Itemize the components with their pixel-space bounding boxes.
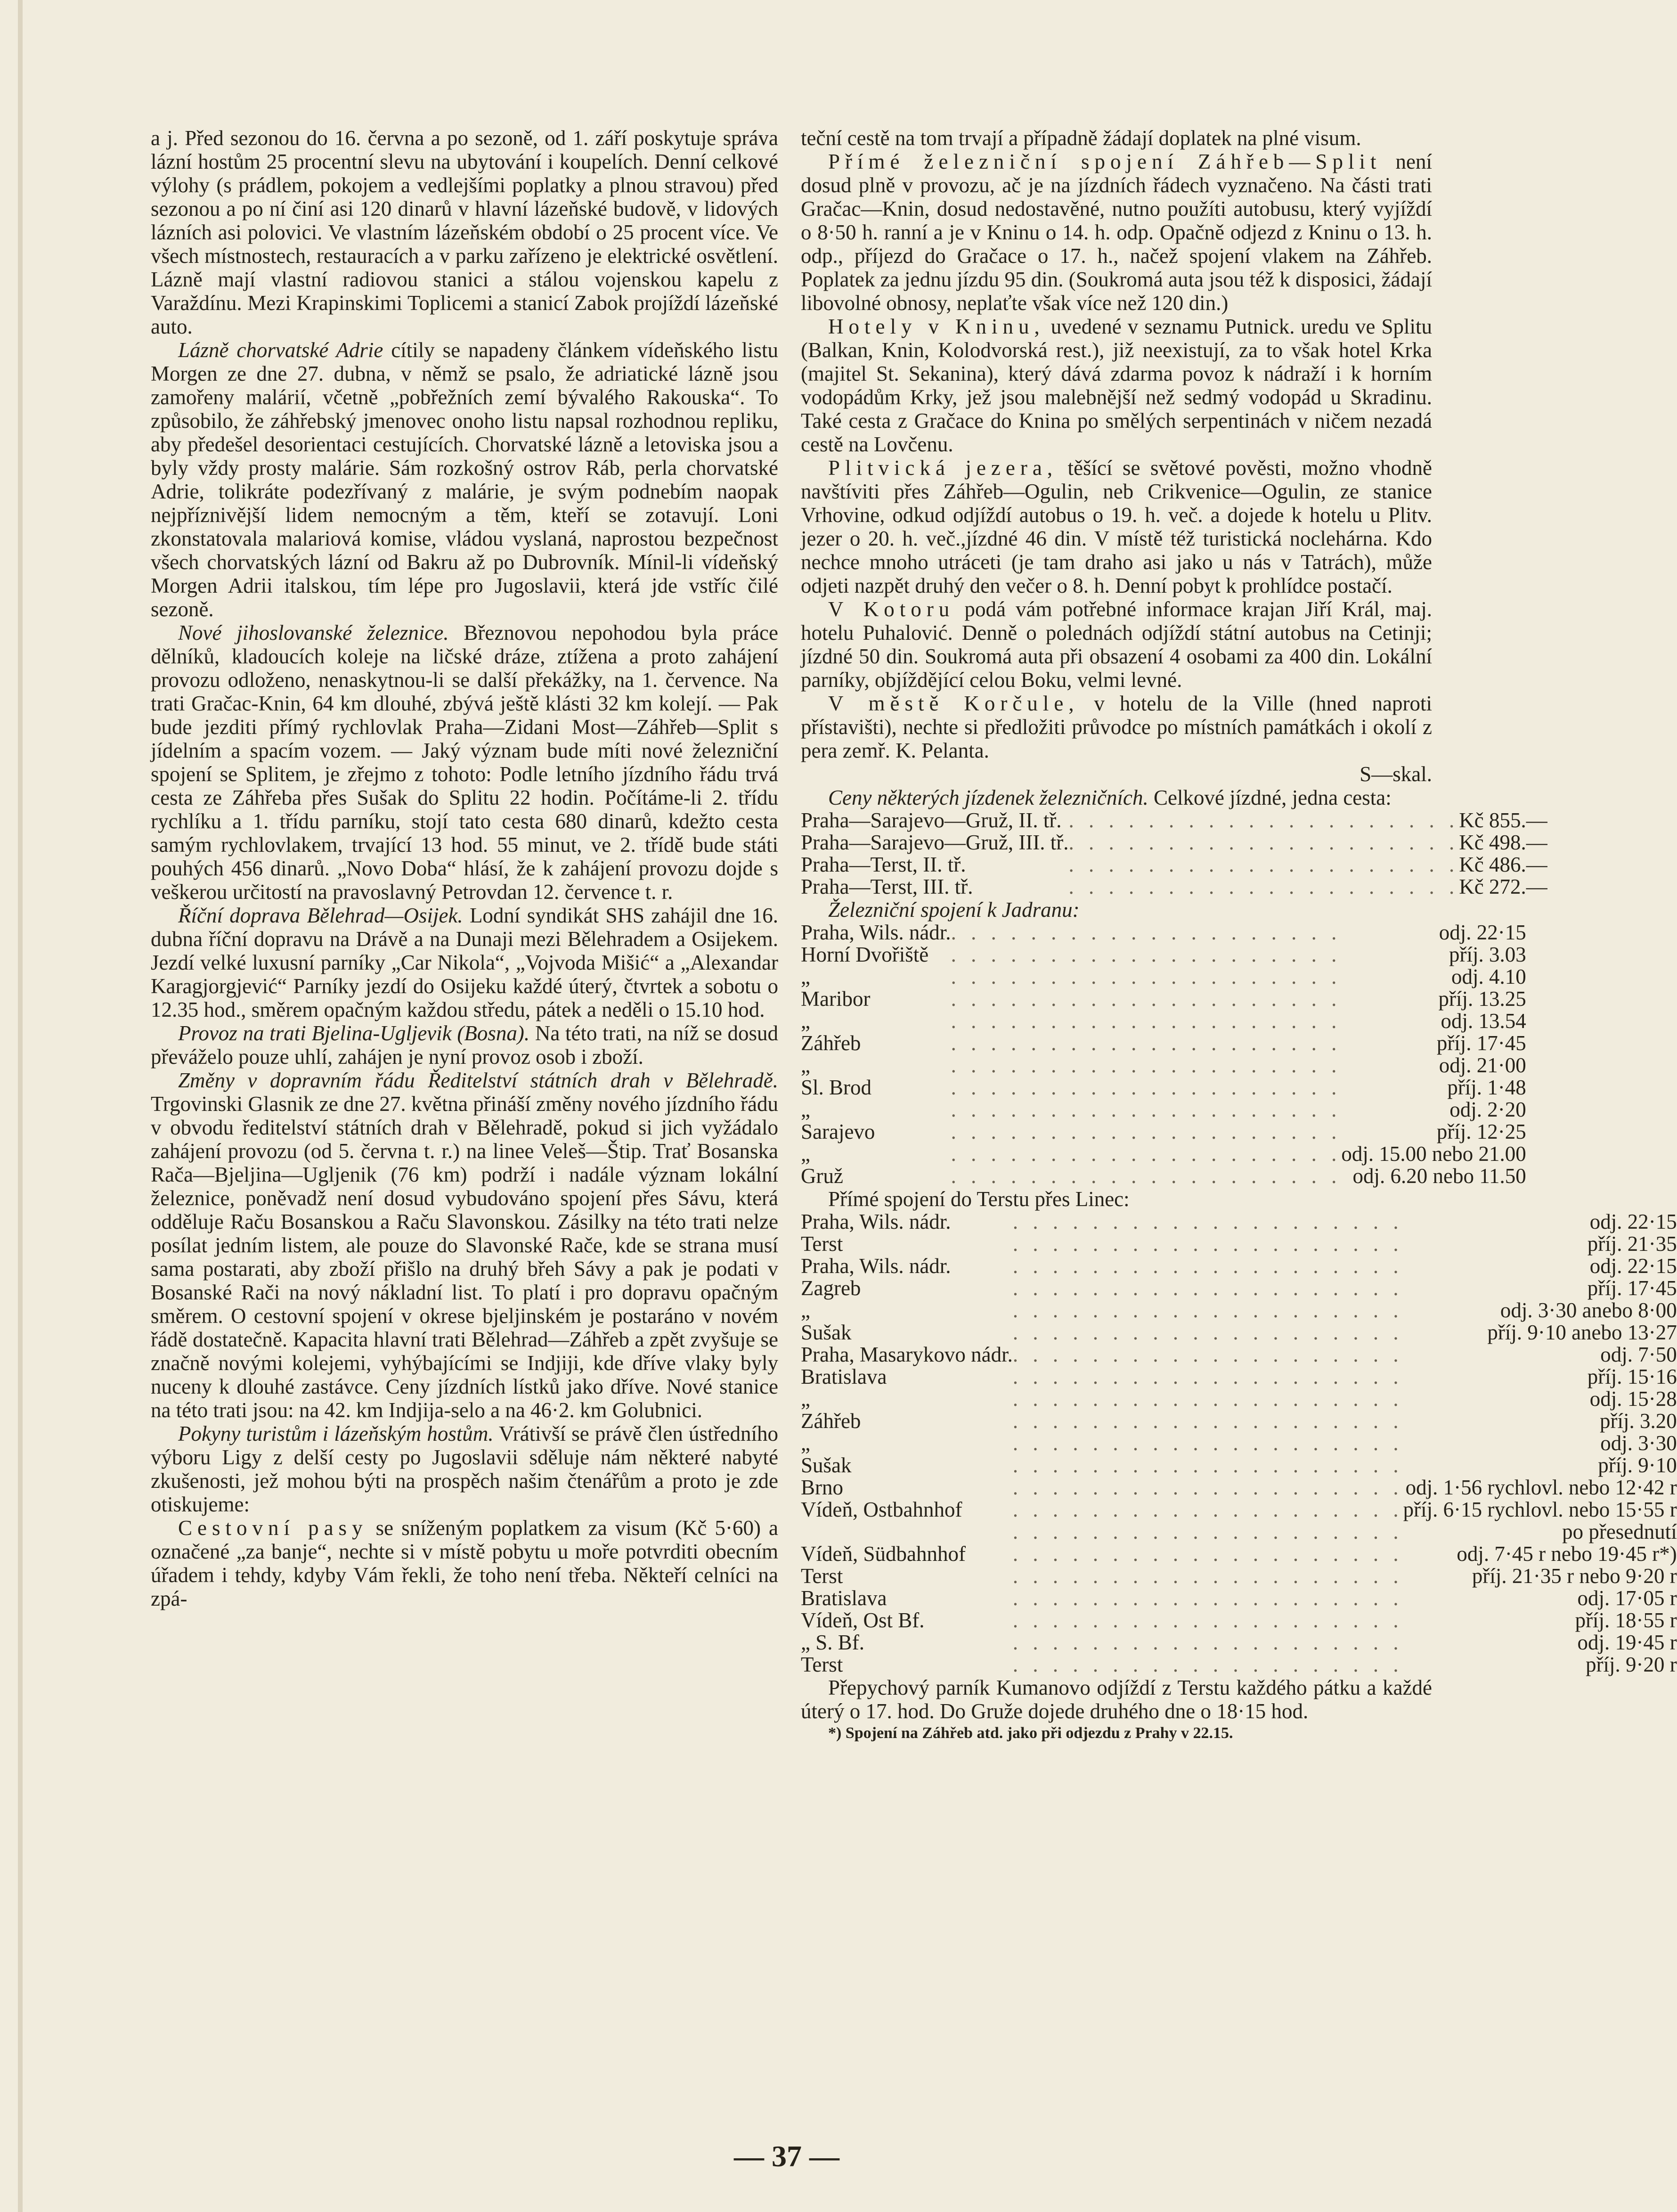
fares-table [801,809,1547,898]
timetable-row [801,1410,1677,1432]
page-edge [18,0,23,2212]
timetable-row-value: odj. 1·56 rychlovl. nebo 12·42 r [1405,1476,1677,1499]
timetable-row-label: Horní Dvořiště [801,943,929,966]
spaced-heading: Cestovní pasy [178,1516,368,1540]
paragraph: teční cestě na tom trvají a případně žádají doplatek na plné visum. [801,126,1361,150]
timetable-row [801,944,1526,966]
leader-dots: . . . . . . . . . . . . . . . . . . . . [1068,853,1459,876]
leader-dots: . . . . . . . . . . . . . . . . . . . . [1012,1254,1403,1278]
timetable-row-value: příj. 12·25 [1436,1120,1526,1143]
timetable-row-value: odj. 7·45 r nebo 19·45 r*) [1457,1542,1677,1566]
fare-row [801,832,1547,854]
timetable-row [801,966,1526,988]
timetable-row-label: Terst [801,1232,843,1256]
section-heading: Změny v dopravním řádu Ředitelství státních drah v Bělehradě. [178,1069,778,1092]
timetable-row-value: příj. 9·20 r [1586,1653,1677,1676]
timetable-row-value: příj. 3.03 [1449,943,1526,966]
timetable-row-label: „ [801,1142,810,1166]
timetable-row [801,1121,1526,1143]
timetable-row-label: Sušak [801,1321,852,1344]
timetable-row-value: odj. 15.00 nebo 21.00 [1341,1142,1526,1166]
timetable-row-value: odj. 22·15 [1439,921,1526,944]
timetable-row-value: příj. 18·55 r [1575,1608,1677,1632]
timetable-row-value: odj. 22·15 [1589,1254,1677,1278]
timetable-row-value: po přesednutí [1562,1520,1677,1543]
section-heading: Ceny některých jízdenek železničních. [828,786,1148,809]
fare-row-value: Kč 486.— [1459,853,1547,876]
timetable-row-label: Maribor [801,987,871,1011]
timetable-row-value: odj. 22·15 [1589,1210,1677,1233]
timetable-row-label: Gruž [801,1164,843,1188]
timetable-row-value: odj. 15·28 [1589,1387,1677,1411]
fare-row [801,809,1547,832]
timetable-row-label: Zagreb [801,1276,861,1300]
paragraph: a j. Před sezonou do 16. června a po sezoně, od 1. září poskytuje správa lázní hostům 25 procentní slevu na ubytování i koupelích. Denní celkové výlohy (s prádlem, pokojem a vedlejšími poplatky a plnou stravou) před sezonou a po ní činí asi 120 dinarů v hlavní lázeňské budově, v lidových lázních asi polovici. Ve vlastním lázeňském období o 25 procent více. Ve všech místnostech, restauracích a v parku zařízeno je elektrické osvětlení. Lázně mají vlastní radiovou stanici a stálou vojenskou kapelu z Varaždínu. Mezi Krapinskimi Toplicemi a stanicí Zabok projíždí lázeňské auto. [151,126,778,338]
timetable-row [801,1632,1677,1654]
timetable-row-value: příj. 17·45 [1436,1031,1526,1055]
timetable-row-label: Sl. Brod [801,1076,872,1099]
section-heading: Nové jihoslovanské železnice. [178,621,449,645]
timetable-jadran [801,922,1526,1187]
leader-dots: . . . . . . . . . . . . . . . . . . . . [1012,1298,1403,1322]
timetable-row-value: příj. 15·16 [1587,1365,1677,1388]
timetable-row [801,1654,1677,1676]
page-number: — 37 — [734,2139,839,2173]
timetable-row-label: Bratislava [801,1586,887,1610]
timetable-row [801,1609,1677,1632]
timetable-row-value: příj. 6·15 rychlovl. nebo 15·55 r [1403,1498,1677,1521]
leader-dots: . . . . . . . . . . . . . . . . . . . . [951,921,1342,944]
timetable-row-value: odj. 13.54 [1441,1009,1526,1033]
timetable-row-value: odj. 4.10 [1451,965,1526,988]
leader-dots: . . . . . . . . . . . . . . . . . . . . [951,1031,1342,1055]
section-heading: Pokyny turistům i lázeňským hostům. [178,1422,494,1445]
timetable-row-value: příj. 9·10 anebo 13·27 [1487,1321,1677,1344]
timetable-row-label: Praha, Wils. nádr. [801,921,951,944]
leader-dots: . . . . . . . . . . . . . . . . . . . . [1012,1653,1403,1676]
leader-dots: . . . . . . . . . . . . . . . . . . . . [1012,1232,1403,1256]
timetable-row-label: Praha, Masarykovo nádr. [801,1343,1013,1366]
spaced-heading: V Kotoru [828,597,955,621]
timetable-row-label: Vídeň, Ost Bf. [801,1608,925,1632]
ferry-note: Přepychový parník Kumanovo odjíždí z Terstu každého pátku a každé úterý o 17. hod. Do Gruže dojede druhého dne o 18·15 hod. [801,1676,1432,1723]
paragraph: Lázně chorvatské Adrie cítily se napadeny článkem vídeňského listu Morgen ze dne 27. dubna, v němž se psalo, že adriatické lázně jsou zamořeny malárií, včetně „pobřežních zemí bývalého Rakouska“. To způsobilo, že záhřebský jmenovec onoho listu napsal rozhodnou repliku, aby předešel desorientaci cestujících. Chorvatské lázně a letoviska jsou a byly vždy prosty malárie. Sám rozkošný ostrov Ráb, perla chorvatské Adrie, tolikráte podezřívaný z malárie, je svým podnebím naopak nejpříznivější lidem nemocným a těm, kteří se zotavují. Loni zkonstatovala malariová komise, vládou vyslaná, naprostou bezpečnost všech chorvatských lázní od Bakru až po Dubrovník. Mínil-li vídeňský Morgen Adrii italskou, tím lépe pro Jugoslavii, která jde vstříc čilé sezoně. [151,338,778,621]
timetable-row [801,1521,1677,1543]
leader-dots: . . . . . . . . . . . . . . . . . . . . [1012,1608,1403,1632]
paragraph: Provoz na trati Bjelina-Ugljevik (Bosna). Na této trati, na níž se dosud převáželo pouze uhlí, zahájen je nyní provoz osob i zboží. [151,1021,778,1069]
timetable-row [801,1565,1677,1587]
timetable-row-label: Vídeň, Südbahnhof [801,1542,966,1566]
spaced-heading: Přímé železniční spojení Záhřeb—Split [828,150,1382,173]
leader-dots: . . . . . . . . . . . . . . . . . . . . [1012,1387,1403,1411]
timetable-row-label: „ [801,1098,810,1121]
fare-row-value: Kč 498.— [1459,831,1547,854]
leader-dots: . . . . . . . . . . . . . . . . . . . . [1012,1321,1403,1344]
spaced-heading: V městě Korčule, [828,692,1079,715]
timetable-row [801,1322,1677,1344]
timetable-row-label: „ S. Bf. [801,1631,864,1654]
leader-dots: . . . . . . . . . . . . . . . . . . . . [1012,1586,1403,1610]
timetable-row [801,1277,1677,1299]
fare-row-value: Kč 855.— [1459,808,1547,832]
section-heading: Provoz na trati Bjelina-Ugljevik (Bosna). [178,1021,530,1045]
leader-dots: . . . . . . . . . . . . . . . . . . . . [951,1009,1342,1033]
timetable-row-value: příj. 13.25 [1438,987,1526,1011]
leader-dots: . . . . . . . . . . . . . . . . . . . . [951,1142,1342,1166]
timetable-row-value: odj. 17·05 r [1577,1586,1677,1610]
timetable-row-value: odj. 7·50 [1600,1343,1677,1366]
timetable-row-label: „ [801,1298,810,1322]
leader-dots: . . . . . . . . . . . . . . . . . . . . [1012,1542,1403,1566]
timetable-row [801,1233,1677,1255]
timetable-row-value: odj. 19·45 r [1577,1631,1677,1654]
timetable-row [801,1587,1677,1609]
author-signature: S—skal. [1360,762,1432,786]
paragraph: Pokyny turistům i lázeňským hostům. Vrátivší se právě člen ústředního výboru Ligy z delší cesty po Jugoslavii sděluje nám některé nabyté zkušenosti, jež mohou býti na prospěch našim čtenářům a proto je zde otiskujeme: [151,1422,778,1516]
leader-dots: . . . . . . . . . . . . . . . . . . . . [1012,1564,1403,1588]
fare-row-label: Praha—Terst, III. tř. [801,875,973,898]
leader-dots: . . . . . . . . . . . . . . . . . . . . [951,1098,1342,1121]
timetable-row [801,1432,1677,1454]
paragraph: Změny v dopravním řádu Ředitelství státních drah v Bělehradě. Trgovinski Glasnik ze dne 27. května přináší změny nového jízdního řádu v obvodu ředitelství státních drah v Bělehradě, pokud si jich vyžádalo zahájení provozu (od 5. června t. r.) na linee Veleš—Štip. Trať Bosanska Rača—Bjeljina—Ugljenik (76 km) podrží i nadále význam lokální železnice, poněvadž není dosud vybudováno spojení přes Sávu, která odděluje Raču Bosanskou a Raču Slavonskou. Zásilky na této trati nelze posílat jedním listem, ale pouze do Slavonské Rače, kde se strana musí sama postarati, aby zboží přišlo na druhý břeh Sávy a pak je podati v Bosanské Rači na nový nákladní list. To platí i pro dopravu opačným směrem. O cestovní spojení v okrese bjeljinském je postaráno v novém řádě dostatečně. Kapacita hlavní trati Bělehrad—Záhřeb a zpět zvyšuje se značně novými kolejemi, vyhýbajícími se Indjiji, kde dříve vlaky byly nuceny k dlouhé zastávce. Ceny jízdních lístků jako dříve. Nové stanice na této trati jsou: na 42. km Indjija-selo a na 46·2. km Golubnici. [151,1069,778,1422]
timetable-heading: Železniční spojení k Jadranu: [828,898,1080,922]
timetable-row [801,1032,1526,1054]
timetable-row [801,1211,1677,1233]
fare-row [801,854,1547,876]
paragraph: Nové jihoslovanské železnice. Březnovou nepohodou byla práce dělníků, kladoucích koleje na ličské dráze, ztížena a proto zahájení provozu odloženo, nenaskytnou-li se další překážky, na 1. července. Na trati Gračac-Knin, 64 km dlouhé, zbývá ještě klásti 32 km kolejí. — Pak bude jezditi přímý rychlovlak Praha—Zidani Most—Záhřeb—Split s jídelním a spacím vozem. — Jaký význam bude míti nové železniční spojení se Splitem, je zřejmo z tohoto: Podle letního jízdního řádu trvá cesta ze Záhřeba přes Sušak do Splitu 22 hodin. Počítáme-li 2. třídu rychlíku a 1. třídu parníku, stojí tato cesta 680 dinarů, kdežto cesta samým rychlovlakem, trvající 13 hod. 55 minut, ve 2. třídě bude státi pouhých 456 dinarů. „Novo Doba“ hlásí, že k zahájení provozu dojde s veškerou určitostí na pravoslavný Petrovdan 12. července t. r. [151,621,778,904]
timetable-row-label: Sarajevo [801,1120,875,1143]
section-heading: Říční doprava Bělehrad—Osijek. [178,904,463,927]
leader-dots: . . . . . . . . . . . . . . . . . . . . [951,1053,1342,1077]
timetable-row-value: odj. 3·30 [1600,1431,1677,1455]
paragraph: V Kotoru podá vám potřebné informace krajan Jiří Král, maj. hotelu Puhalović. Denně o polednách odjíždí státní autobus na Cetinji; jízdné 50 din. Soukromá auta při obsazení 4 osobami za 400 din. Lokální parníky, objíždějící celou Boku, velmi levné. [801,597,1433,692]
leader-dots: . . . . . . . . . . . . . . . . . . . . [951,1120,1342,1143]
timetable-row-label: „ [801,965,810,988]
timetable-row-label: „ [801,1387,810,1411]
leader-dots: . . . . . . . . . . . . . . . . . . . . [951,1076,1342,1099]
timetable-row-value: příj. 1·48 [1447,1076,1526,1099]
paragraph: Hotely v Kninu, uvedené v seznamu Putnick. uredu ve Splitu (Balkan, Knin, Kolodvorská rest.), již neexistují, za to však hotel Krka (majitel St. Sekanina), který dává zdarma povoz k nádraží i k horním vodopádům Krky, jež jsou malebnější než sedmý vodopád u Skradinu. Také cesta z Gračace do Knina po smělých serpentinách v ničem nezadá cestě na Lovčenu. [801,315,1433,456]
timetable-row [801,1255,1677,1277]
timetable-row-value: příj. 21·35 r nebo 9·20 r [1472,1564,1677,1588]
timetable-row-value: příj. 9·10 [1598,1453,1677,1477]
timetable-row [801,1366,1677,1388]
timetable-row-label: Záhřeb [801,1409,861,1433]
timetable-row [801,1543,1677,1565]
leader-dots: . . . . . . . . . . . . . . . . . . . . [1068,831,1459,854]
left-column [151,126,778,1610]
timetable-row-value: odj. 2·20 [1449,1098,1526,1121]
timetable-row-label: „ [801,1009,810,1033]
leader-dots: . . . . . . . . . . . . . . . . . . . . [1012,1409,1403,1433]
leader-dots: . . . . . . . . . . . . . . . . . . . . [1012,1365,1403,1388]
timetable-row-value: příj. 21·35 [1587,1232,1677,1256]
timetable-row-label: Bratislava [801,1365,887,1388]
leader-dots: . . . . . . . . . . . . . . . . . . . . [1012,1276,1403,1300]
fare-row-value: Kč 272.— [1459,875,1547,898]
timetable-row-label: Terst [801,1564,843,1588]
leader-dots: . . . . . . . . . . . . . . . . . . . . [1012,1631,1403,1654]
timetable-row-value: odj. 6.20 nebo 11.50 [1352,1164,1526,1188]
timetable-terst [801,1211,1677,1676]
fare-row [801,876,1547,898]
timetable-row [801,1388,1677,1410]
leader-dots: . . . . . . . . . . . . . . . . . . . . [951,1164,1342,1188]
leader-dots: . . . . . . . . . . . . . . . . . . . . [951,987,1342,1011]
timetable-row-label: Vídeň, Ostbahnhof [801,1498,962,1521]
timetable-row [801,1499,1677,1521]
timetable-row-value: příj. 3.20 [1600,1409,1677,1433]
timetable-row [801,1143,1526,1165]
footnote: *) Spojení na Záhřeb atd. jako při odjezdu z Prahy v 22.15. [828,1724,1233,1742]
timetable-heading: Přímé spojení do Terstu přes Linec: [828,1187,1130,1211]
leader-dots: . . . . . . . . . . . . . . . . . . . . [1012,1498,1403,1521]
timetable-row [801,1165,1526,1187]
timetable-row-label: Záhřeb [801,1031,861,1055]
leader-dots: . . . . . . . . . . . . . . . . . . . . [1012,1453,1403,1477]
timetable-row [801,1477,1677,1499]
timetable-row-value: odj. 21·00 [1439,1053,1526,1077]
paragraph: Říční doprava Bělehrad—Osijek. Lodní syndikát SHS zahájil dne 16. dubna říční dopravu na Drávě a na Dunaji mezi Bělehradem a Osijekem. Jezdí velké luxusní parníky „Car Nikola“, „Vojvoda Mišić“ a „Alexandar Karagjorgjević“ Parníky jezdí do Osijeku každé úterý, čtvrtek a sobotu o 12.35 hod., směrem opačným každou středu, pátek a neděli o 15.10 hod. [151,904,778,1021]
paragraph: V městě Korčule, v hotelu de la Ville (hned naproti přístavišti), nechte si předložiti průvodce po místních památkách i okolí z pera zemř. K. Pelanta. [801,692,1432,762]
leader-dots: . . . . . . . . . . . . . . . . . . . . [951,965,1342,988]
timetable-row [801,1299,1677,1322]
timetable-row [801,1099,1526,1121]
leader-dots: . . . . . . . . . . . . . . . . . . . . [1068,808,1459,832]
timetable-row-label: Praha, Wils. nádr. [801,1210,951,1233]
timetable-row [801,1344,1677,1366]
fare-row-label: Praha—Sarajevo—Gruž, II. tř. [801,808,1062,832]
spaced-heading: Hotely v Kninu, [828,315,1045,338]
leader-dots: . . . . . . . . . . . . . . . . . . . . [1012,1520,1403,1543]
paragraph: Přímé železniční spojení Záhřeb—Split není dosud plně v provozu, ač je na jízdních řádech vyznačeno. Na části trati Gračac—Knin, dosud nedostavěné, nutno použíti autobusu, který vyjíždí o 8·50 h. ranní a je v Kninu o 14. h. odp. Opačně odjezd z Kninu o 13. h. odp., příjezd do Gračace o 17. h., načež spojení vlakem na Záhřeb. Poplatek za jednu jízdu 95 din. (Soukromá auta jsou též k disposici, žádají libovolné obnosy, neplaťte však více než 120 din.) [801,150,1432,315]
timetable-row [801,988,1526,1010]
leader-dots: . . . . . . . . . . . . . . . . . . . . [951,943,1342,966]
leader-dots: . . . . . . . . . . . . . . . . . . . . [1012,1210,1403,1233]
timetable-row [801,1454,1677,1477]
timetable-row [801,1077,1526,1099]
paragraph: Plitvická jezera, těšící se světové pověsti, možno vhodně navštíviti přes Záhřeb—Ogulin, neb Crikvenice—Ogulin, ze stanice Vrhovine, odkud odjíždí autobus o 19. h. več. a dojede k hotelu u Plitv. jezer o 20. h. več.,jízdné 46 din. V místě též turistická noclehárna. Kdo nechce mnoho utráceti (je tam draho asi jako u nás v Tatrách), může odjeti nazpět druhý den večer o 8. h. Denní pobyt k prohlídce postačí. [801,456,1432,597]
section-heading: Lázně chorvatské Adrie [178,338,383,362]
leader-dots: . . . . . . . . . . . . . . . . . . . . [1012,1343,1403,1366]
timetable-row-value: příj. 17·45 [1587,1276,1677,1300]
timetable-row-value: odj. 3·30 anebo 8·00 [1500,1298,1677,1322]
timetable-row [801,1054,1526,1077]
timetable-row [801,1010,1526,1032]
timetable-row-label: „ [801,1053,810,1077]
timetable-row-label: Sušak [801,1453,852,1477]
timetable-row-label: „ [801,1431,810,1455]
timetable-row-label: Terst [801,1653,843,1676]
timetable-row-label: Praha, Wils. nádr. [801,1254,951,1278]
leader-dots: . . . . . . . . . . . . . . . . . . . . [1012,1431,1403,1455]
paragraph: Cestovní pasy se sníženým poplatkem za visum (Kč 5·60) a označené „za banje“, nechte si v místě pobytu u moře potvrditi obecním úřadem i tehdy, kdyby Vám řekli, že toho není třeba. Někteří celníci na zpá- [151,1516,778,1610]
leader-dots: . . . . . . . . . . . . . . . . . . . . [1068,875,1459,898]
timetable-row [801,922,1526,944]
fare-row-label: Praha—Sarajevo—Gruž, III. tř. [801,831,1069,854]
fares-intro: Ceny některých jízdenek železničních. Celkové jízdné, jedna cesta: [828,786,1392,809]
fare-row-label: Praha—Terst, II. tř. [801,853,966,876]
right-column [801,126,1677,1744]
timetable-row-label [801,1521,1013,1543]
leader-dots: . . . . . . . . . . . . . . . . . . . . [1012,1476,1403,1499]
timetable-row-label: Brno [801,1476,843,1499]
spaced-heading: Plitvická jezera, [828,456,1058,480]
